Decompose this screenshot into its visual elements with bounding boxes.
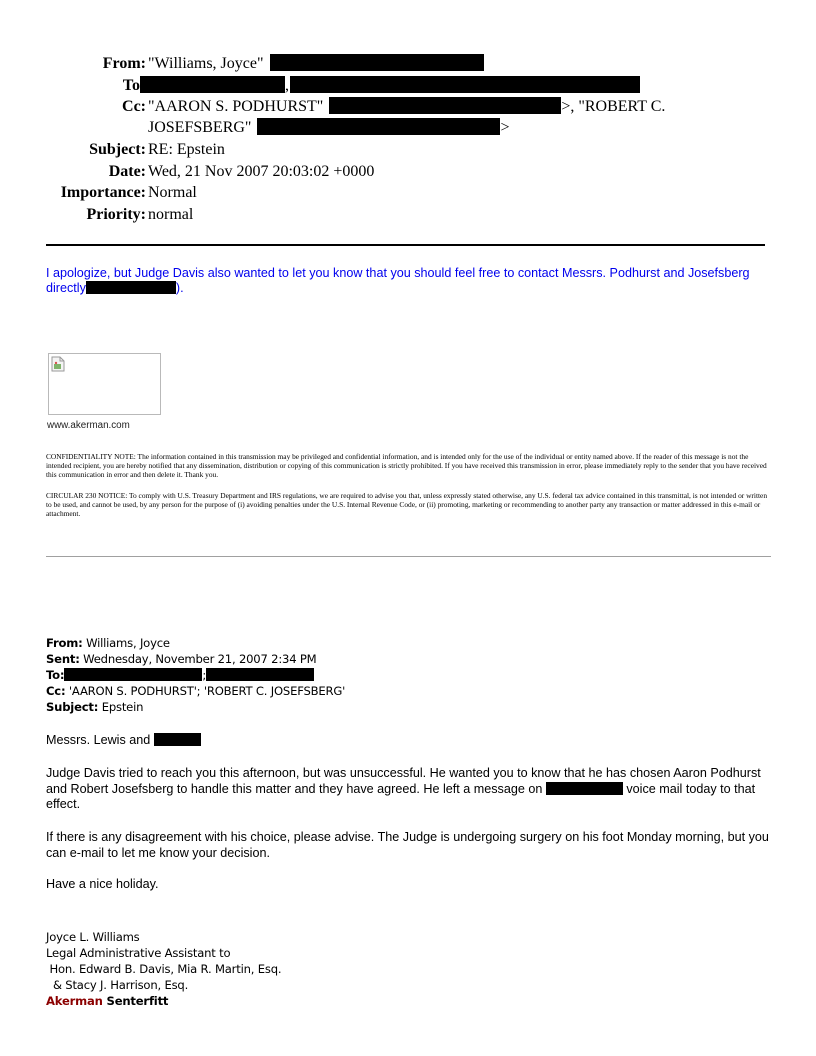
redaction-bar [154,733,201,746]
subject-value: RE: Epstein [148,141,225,158]
firm-name [46,993,281,1009]
orig-cc-label: Cc: [46,684,66,698]
subject-label: Subject: [89,141,146,158]
redaction-bar [140,76,285,93]
akerman-website-link[interactable]: www.akerman.com [47,420,130,431]
redaction-bar [64,668,202,681]
from-value-wrap [148,53,484,74]
redaction-bar [257,118,500,135]
from-label: From: [102,55,146,72]
orig-sent-label: Sent: [46,652,80,666]
circular-230-notice: CIRCULAR 230 NOTICE: To comply with U.S. Treasury Department and IRS regulations, we are required to advise you that, unless expressly stated otherwise, any U.S. federal tax advice contained in this transmittal, is not intended or written to be used, and cannot be used, by any person for the purpose of (i) avoiding penalties under the U.S. Internal Revenue Code, or (ii) promoting, marketing or recommending to another party any transaction or matter addressed in this e-mail or attachment. [46,491,768,519]
header-priority-row [0,204,816,226]
greeting-text: Messrs. Lewis and [46,733,151,747]
from-value: "Williams, Joyce" [148,55,264,72]
main-text-a: Judge Davis tried to reach you this afternoon, but was unsuccessful. He wanted you to know that he has chosen Aaron Podhurst and Robert Josefsberg to handle this matter and they have agreed. He left a message on [46,766,761,796]
sig-line1: Hon. Edward B. Davis, Mia R. Martin, Esq. [46,962,282,976]
orig-to-separator: ; [202,668,207,682]
orig-sent-value: Wednesday, November 21, 2007 2:34 PM [79,652,317,666]
cc-value-line2 [148,117,509,138]
header-from-row [0,53,816,75]
apology-text: I apologize, but Judge Davis also wanted to let you know that you should feel free to contact Messrs. Podhurst and Josefsberg directly [46,266,750,295]
cc-label: Cc: [122,98,146,115]
redaction-bar [546,782,623,795]
cc-value-b: >, "ROBERT C. [561,98,666,115]
signature-block [46,929,281,1009]
orig-subject-label: Subject: [46,700,99,714]
main-paragraph [46,766,776,813]
orig-from-value: Williams, Joyce [82,636,170,650]
orig-subject-value: Epstein [98,700,144,714]
orig-from-label: From: [46,636,83,650]
advise-paragraph: If there is any disagreement with his choice, please advise. The Judge is undergoing surgery on his foot Monday morning, but you can e-mail to let me know your decision. [46,830,769,860]
email-header [0,53,816,225]
main-text-b: voice mail today to that effect. [46,781,756,811]
sig-name: Joyce L. Williams [46,930,140,944]
cc-value-c: JOSEFSBERG" [148,119,252,136]
orig-to-row [46,667,776,683]
header-to-row [0,75,816,97]
orig-from-row [46,635,776,651]
reply-message [46,266,766,296]
confidentiality-notice: CONFIDENTIALITY NOTE: The information contained in this transmission may be privileged and confidential information, and is intended only for the use of the individual or entity named above. If the reader of this message is not the intended recipient, you are hereby notified that any dissemination, distribution or copying of this communication is strictly prohibited. If you have received this transmission in error, please immediately reply to the sender that you have received this communication in error and then delete it. Thank you. [46,452,767,480]
date-value: Wed, 21 Nov 2007 20:03:02 +0000 [148,162,375,180]
orig-sent-row [46,651,776,667]
header-divider [46,244,765,246]
greeting [46,733,201,749]
date-label: Date: [108,162,146,180]
orig-subject-row [46,699,776,715]
apology-tail: ). [175,281,184,295]
redaction-bar [329,97,561,114]
original-message-header [46,635,776,715]
orig-cc-value: 'AARON S. PODHURST'; 'ROBERT C. JOSEFSBERG' [65,684,346,698]
holiday-line: Have a nice holiday. [46,877,159,891]
to-value-wrap [140,75,640,96]
cc-value-a: "AARON S. PODHURST" [148,98,324,115]
redaction-bar [270,54,484,71]
header-cc-row [0,96,816,139]
priority-value: normal [148,205,194,223]
to-separator: , [285,76,289,94]
message-divider [46,556,771,557]
header-date-row [0,161,816,183]
cc-value-line1 [148,96,665,117]
orig-to-label: To: [46,668,65,682]
broken-image [48,353,161,415]
priority-label: Priority: [86,205,146,223]
to-label: To [122,76,140,94]
header-subject-row [0,139,816,161]
firm-name-b: Senterfitt [102,994,169,1008]
importance-value: Normal [148,184,197,201]
redaction-bar [206,668,314,681]
orig-cc-row [46,683,776,699]
sig-title: Legal Administrative Assistant to [46,946,231,960]
broken-image-icon [51,356,65,372]
importance-label: Importance: [60,184,146,201]
cc-value-d: > [500,119,510,136]
firm-name-a: Akerman [46,994,103,1008]
header-importance-row [0,182,816,204]
redaction-bar [290,76,640,93]
sig-line2: & Stacy J. Harrison, Esq. [46,978,189,992]
redaction-bar [86,281,176,294]
